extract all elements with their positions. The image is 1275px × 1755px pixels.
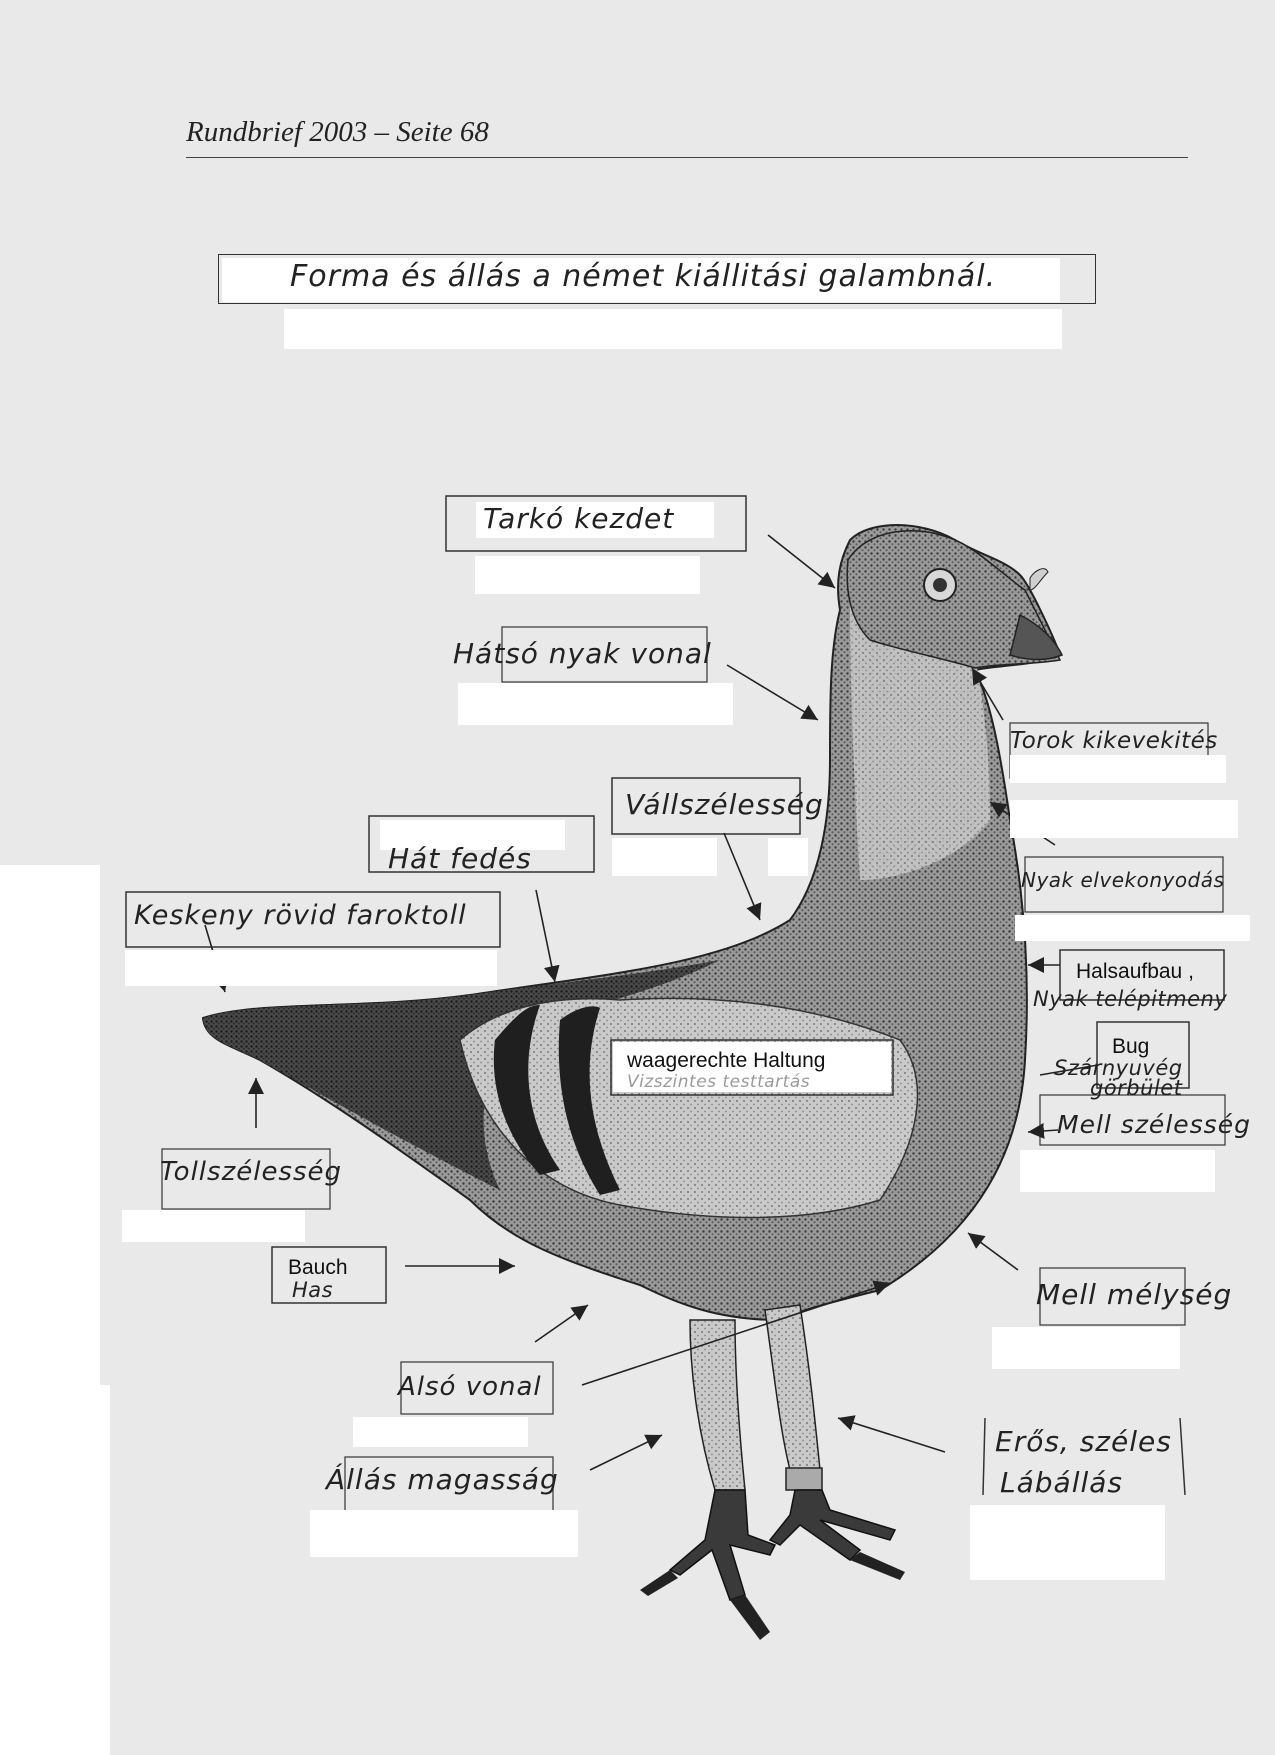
label-gorbulet: görbület xyxy=(1090,1076,1183,1100)
whiteout-patch xyxy=(970,1505,1165,1580)
label-hat-fedes: Hát fedés xyxy=(388,842,532,875)
page-header-title: Rundbrief 2003 – Seite 68 xyxy=(186,116,489,148)
label-also-vonal: Alsó vonal xyxy=(398,1372,542,1402)
label-keskeny-rovid-faroktoll: Keskeny rövid faroktoll xyxy=(134,900,467,931)
arrow-mell-mely xyxy=(968,1233,1018,1270)
label-bug: Bug xyxy=(1112,1035,1150,1058)
pigeon-leg-left xyxy=(690,1320,745,1490)
label-nyak-telepitmeny: Nyak telépitmeny xyxy=(1033,987,1228,1011)
pigeon-leg-right xyxy=(765,1305,820,1470)
arrow-also-1 xyxy=(535,1305,588,1342)
label-mell-melyseg: Mell mélység xyxy=(1036,1278,1233,1311)
arrow-eros xyxy=(838,1418,945,1452)
label-nyak-elvekonyodas: Nyak elvekonyodás xyxy=(1021,868,1225,892)
arrow-tarko xyxy=(768,535,835,588)
label-allas-magassag: Állás magasság xyxy=(326,1463,559,1496)
whiteout-patch xyxy=(353,1417,528,1447)
whiteout-patch xyxy=(458,683,733,725)
label-szarnyuveg: Szárnyuvég xyxy=(1054,1056,1183,1080)
whiteout-patch xyxy=(1015,915,1250,941)
label-tarko-kezdet: Tarkó kezdet xyxy=(483,502,675,535)
pigeon-foot-left xyxy=(670,1490,775,1600)
arrow-allas xyxy=(590,1435,662,1470)
diagram-title: Forma és állás a német kiállitási galambnál. xyxy=(290,259,997,294)
arrow-hat xyxy=(536,890,555,982)
label-bauch: Bauch xyxy=(288,1256,348,1279)
label-vizszintes-testtartas: Vizszintes testtartás xyxy=(627,1072,811,1092)
whiteout-patch xyxy=(992,1327,1180,1369)
label-hatso-nyak-vonal: Hátsó nyak vonal xyxy=(453,637,712,670)
arrow-vall xyxy=(724,833,760,920)
label-eros-szeles: Erős, széles xyxy=(995,1425,1172,1458)
label-labal-las: Lábállás xyxy=(1000,1466,1123,1499)
label-mell-szelesseg: Mell szélesség xyxy=(1057,1110,1251,1139)
label-vallszelesseg: Vállszélesség xyxy=(625,788,824,821)
whiteout-patch xyxy=(612,838,717,876)
whiteout-patch xyxy=(475,556,700,594)
label-halsaufbau: Halsaufbau , xyxy=(1076,960,1194,983)
whiteout-patch xyxy=(768,838,808,876)
label-torok-kikevekites: Torok kikevekités xyxy=(1010,728,1218,754)
label-tollszelesseg: Tollszélesség xyxy=(160,1157,343,1187)
whiteout-patch xyxy=(310,1510,578,1557)
label-waagerechte-haltung: waagerechte Haltung xyxy=(627,1049,826,1072)
whiteout-patch xyxy=(122,1210,305,1242)
whiteout-patch xyxy=(125,950,497,986)
label-has: Has xyxy=(292,1278,334,1302)
arrow-mell-szel xyxy=(1028,1130,1058,1132)
whiteout-patch xyxy=(1010,755,1226,783)
pigeon-leg-ring xyxy=(786,1468,822,1490)
pigeon-foot-right xyxy=(770,1490,895,1560)
whiteout-patch xyxy=(1010,800,1238,838)
arrow-hatso-nyak xyxy=(727,665,818,720)
whiteout-patch xyxy=(1020,1150,1215,1192)
